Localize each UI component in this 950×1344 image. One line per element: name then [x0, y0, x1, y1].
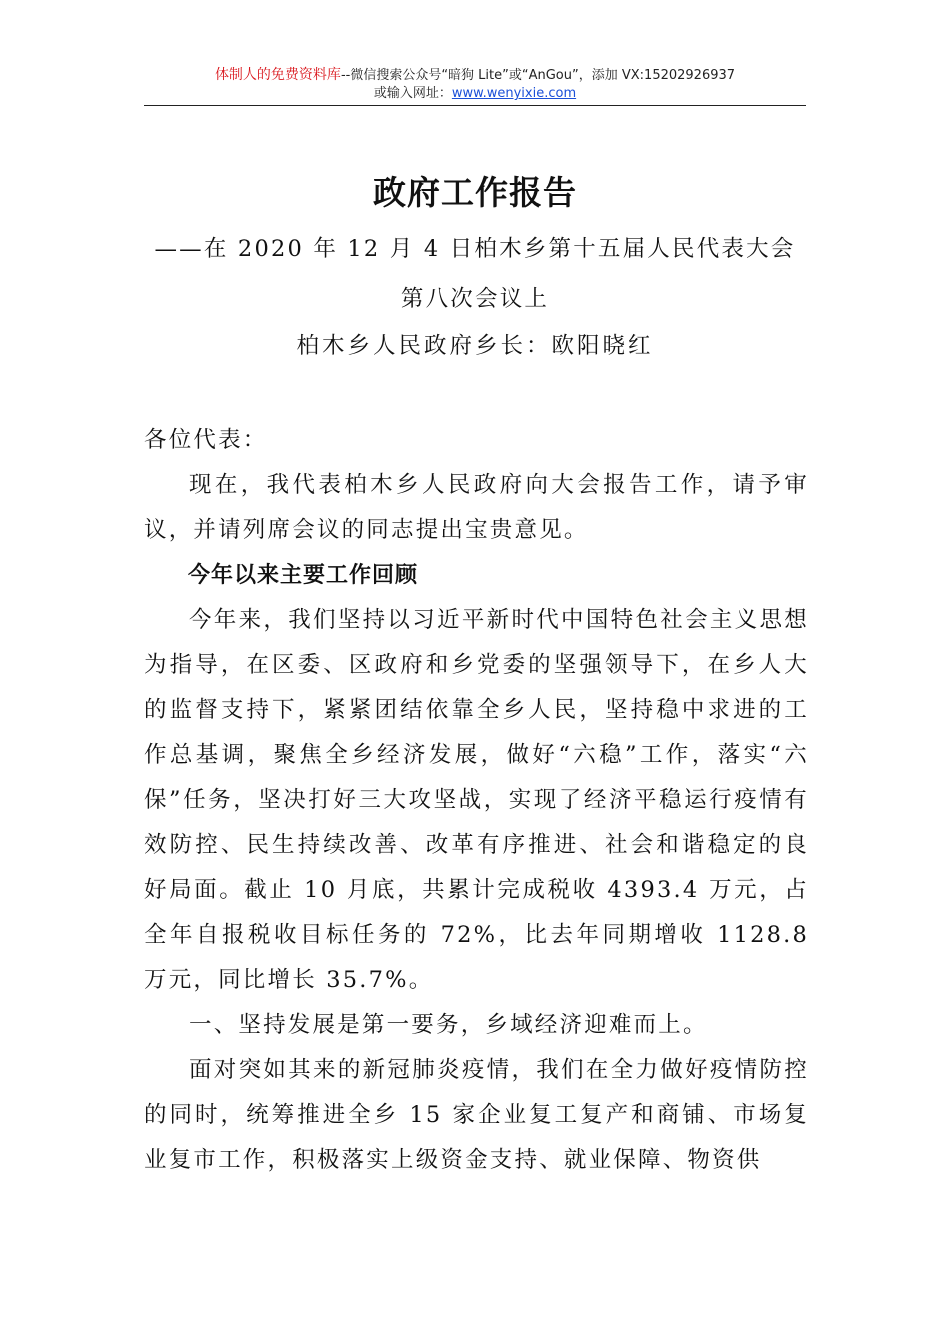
point-1-heading: 一、坚持发展是第一要务，乡域经济迎难而上。	[189, 1012, 708, 1038]
document-subtitle: ——在 2020 年 12 月 4 日柏木乡第十五届人民代表大会第八次会议上	[154, 236, 796, 312]
document-author: 柏木乡人民政府乡长：欧阳晓红	[296, 333, 654, 359]
header-line-2	[144, 85, 806, 103]
header-url-link[interactable]: www.wenyixie.com	[451, 86, 577, 101]
header-contact-text: --微信搜索公众号“暗狗 Lite”或“AnGou”，添加 VX:15202926937	[340, 68, 736, 83]
review-paragraph: 今年来，我们坚持以习近平新时代中国特色社会主义思想为指导，在区委、区政府和乡党委的坚强领导下，在乡人大的监督支持下，紧紧团结依靠全乡人民，坚持稳中求进的工作总基调，聚焦全乡经济发展，做好“六稳”工作，落实“六保”任务，坚决打好三大攻坚战，实现了经济平稳运行疫情有效防控、民生持续改善、改革有序推进、社会和谐稳定的良好局面。截止 10 月底，共累计完成税收 4393.4 万元，占全年自报税收目标任务的 72%，比去年同期增收 1128.8 万元，同比增长 35.7%。	[144, 607, 809, 993]
intro-paragraph: 现在，我代表柏木乡人民政府向大会报告工作，请予审议，并请列席会议的同志提出宝贵意见。	[144, 472, 809, 543]
header-line-1	[144, 66, 806, 85]
header-brand: 体制人的免费资料库	[214, 67, 341, 83]
header-url-label: 或输入网址：	[373, 86, 452, 101]
document-body	[144, 418, 809, 1183]
salutation: 各位代表：	[144, 427, 268, 453]
document-title: 政府工作报告	[373, 173, 577, 212]
section-heading: 今年以来主要工作回顾	[188, 563, 419, 588]
point-1-paragraph: 面对突如其来的新冠肺炎疫情，我们在全力做好疫情防控的同时，统筹推进全乡 15 家企业复工复产和商铺、市场复业复市工作，积极落实上级资金支持、就业保障、物资供	[144, 1057, 809, 1173]
header-divider	[144, 105, 806, 106]
page-header	[144, 66, 806, 103]
